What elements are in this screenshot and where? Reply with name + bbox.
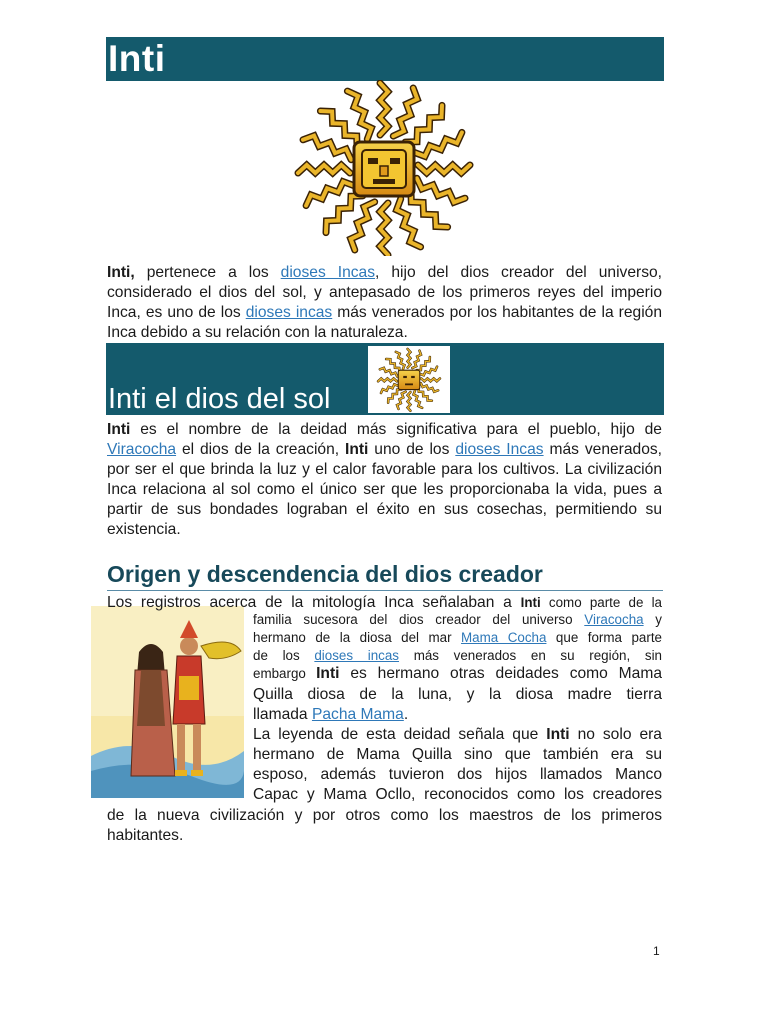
intro-text-1: pertenece a los <box>134 264 281 281</box>
s2-line-11 <box>253 785 662 805</box>
s1-lead: Inti <box>107 421 131 438</box>
s2-line-7 <box>253 705 662 725</box>
page-number: 1 <box>653 944 660 958</box>
s2-line-13 <box>107 826 662 846</box>
s1-text-1: es el nombre de la deidad más significativa para el pueblo, hijo de <box>130 421 662 438</box>
sun-face <box>354 142 414 196</box>
s1-text-4: más venerados, por ser el que brinda la luz y el calor favorable para los cultivos. La civilización Inca relaciona al sol como el único ser que les proporcionaba la vida, pues a partir de sus bondades lograban el éxito en sus cosechas, permitiendo su existencia. <box>107 441 663 538</box>
s2-line-5 <box>253 664 662 684</box>
s2-bold-inti: Inti <box>546 726 570 743</box>
s2-line-10 <box>253 765 662 785</box>
intro-text-3: más venerados por los habitantes de la región Inca debido a su relación con la naturaleza. <box>107 304 662 341</box>
s2-text: hermano de Mama Quilla sino que también era su <box>253 746 662 763</box>
intro-lead: Inti, <box>107 264 135 281</box>
link-viracocha-2[interactable]: Viracocha <box>584 612 644 627</box>
page-title: Inti <box>108 38 166 79</box>
inca-couple-illustration <box>91 606 244 798</box>
s1-text-2: el dios de la creación, <box>176 441 345 458</box>
s2-text: de la nueva civilización y por otros como los maestros de los primeros <box>107 807 662 824</box>
s2-text: hermano de la diosa del mar <box>253 630 462 645</box>
sun-ray <box>347 91 371 139</box>
intro-text-2: , hijo del dios creador del universo, considerado el dios del sol, y antepasado de los primeros reyes del imperio Inca, es uno de los <box>107 264 662 321</box>
link-dioses-incas[interactable]: dioses Incas <box>280 264 376 281</box>
s2-text: de los <box>253 648 315 663</box>
s2-text: más venerados en su región, sin <box>399 648 662 663</box>
sun-ray <box>397 199 421 247</box>
inti-sun-image <box>270 80 498 256</box>
s2-bold-inti: Inti <box>520 595 541 610</box>
link-dioses-incas-3[interactable]: dioses Incas <box>455 441 544 458</box>
link-dioses-incas-4[interactable]: dioses incas <box>314 648 400 663</box>
section1-paragraph <box>107 420 662 540</box>
s2-text: Capac y Mama Ocllo, reconocidos como los creadores <box>253 786 662 803</box>
section2-heading: Origen y descendencia del dios creador <box>107 561 663 591</box>
s2-text: es hermano otras deidades como Mama <box>339 665 662 682</box>
link-viracocha[interactable]: Viracocha <box>107 441 177 458</box>
s2-line-8 <box>253 725 662 745</box>
sun-thumbnail <box>368 346 450 413</box>
s2-line-2 <box>253 610 662 630</box>
s2-line-4 <box>253 646 662 666</box>
sun-ray <box>306 182 354 206</box>
s2-text: familia sucesora del dios creador del universo <box>253 612 585 627</box>
s2-text: Quilla diosa de la luna, y la diosa madre tierra <box>253 686 662 703</box>
section-heading: Inti el dios del sol <box>108 383 331 415</box>
s2-text: que forma parte <box>546 630 662 645</box>
s2-text: . <box>403 706 409 723</box>
s2-line-3 <box>253 628 662 648</box>
sun-thumbnail-icon <box>368 346 450 413</box>
s2-text: Los registros acerca de la mitología Inca señalaban a <box>107 594 521 611</box>
s2-text: La leyenda de esta deidad señala que <box>253 726 547 743</box>
link-dioses-incas-2[interactable]: dioses incas <box>245 304 333 321</box>
sun-ray <box>414 132 462 156</box>
title-banner <box>106 37 664 81</box>
s2-text: habitantes. <box>107 827 184 844</box>
intro-paragraph <box>107 263 662 343</box>
s1-bold-inti: Inti <box>345 441 369 458</box>
s2-text: no solo era <box>569 726 662 743</box>
s2-text: como parte de la <box>540 595 662 610</box>
s2-line-9 <box>253 745 662 765</box>
s2-line-6 <box>253 685 662 705</box>
s1-text-3: uno de los <box>368 441 456 458</box>
s2-text: llamada <box>253 706 312 723</box>
s2-text: embargo <box>253 666 317 681</box>
link-mama-cocha[interactable]: Mama Cocha <box>461 630 547 645</box>
s2-text: y <box>643 612 662 627</box>
s2-bold-inti: Inti <box>316 665 340 682</box>
s2-text: esposo, además tuvieron dos hijos llamados Manco <box>253 766 662 783</box>
s2-line-12 <box>107 806 662 826</box>
link-pacha-mama[interactable]: Pacha Mama <box>311 706 404 723</box>
